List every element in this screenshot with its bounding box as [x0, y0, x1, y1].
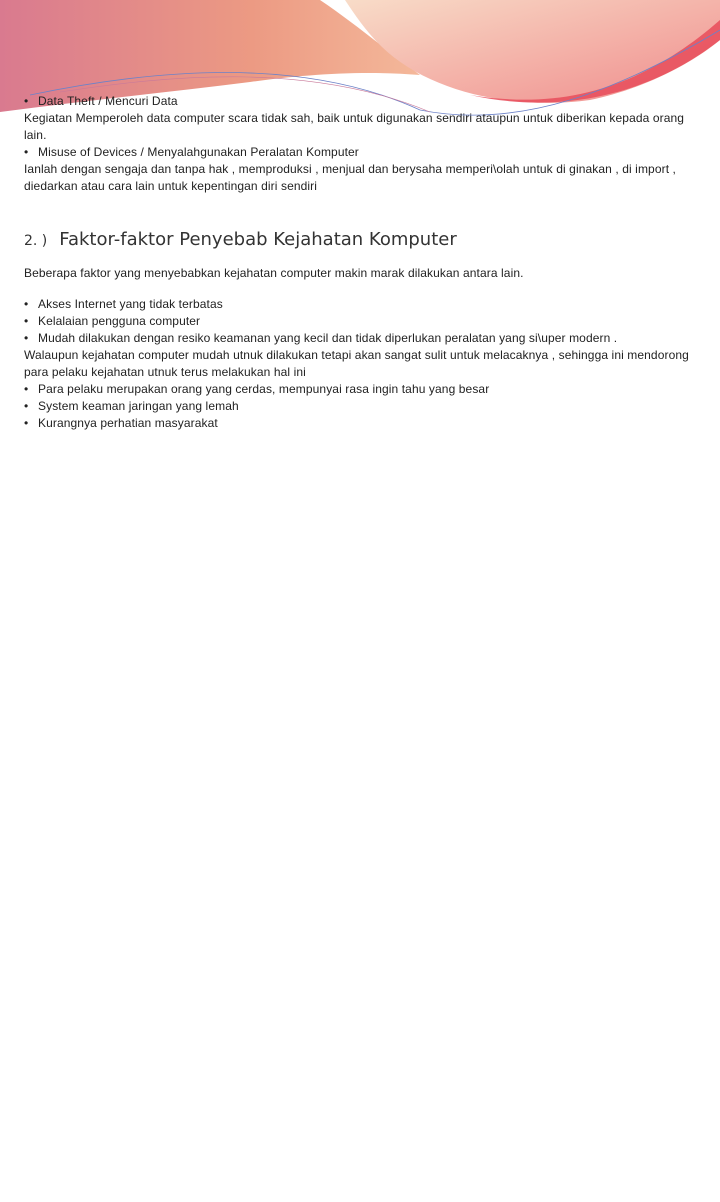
section-number: 2. ) [24, 233, 48, 249]
bullet-icon: • [24, 94, 29, 108]
list-item-text: Para pelaku merupakan orang yang cerdas, mempunyai rasa ingin tahu yang besar [38, 382, 490, 396]
factor-list [24, 296, 696, 432]
bullet-icon: • [24, 399, 29, 413]
document-body [24, 93, 696, 432]
list-item-text: Mudah dilakukan dengan resiko keamanan yang kecil dan tidak diperlukan peralatan yang si\uper modern . [38, 331, 618, 345]
list-item-title: Data Theft / Mencuri Data [38, 94, 178, 108]
bullet-icon: • [24, 145, 29, 159]
list-item-title: Misuse of Devices / Menyalahgunakan Peralatan Komputer [38, 145, 359, 159]
list-item-misuse-of-devices [24, 144, 696, 161]
list-item-text: Kelalaian pengguna computer [38, 314, 201, 328]
bullet-icon: • [24, 331, 29, 345]
list-item [24, 313, 696, 330]
bullet-icon: • [24, 314, 29, 328]
list-item-text: System keaman jaringan yang lemah [38, 399, 239, 413]
list-item-text: Kurangnya perhatian masyarakat [38, 416, 218, 430]
bullet-icon: • [24, 416, 29, 430]
list-item [24, 381, 696, 398]
section-intro: Beberapa faktor yang menyebabkan kejahatan computer makin marak dilakukan antara lain. [24, 266, 524, 280]
list-item [24, 296, 696, 313]
list-item [24, 330, 696, 347]
list-item-data-theft [24, 93, 696, 110]
list-item [24, 415, 696, 432]
list-item-note: Walaupun kejahatan computer mudah utnuk dilakukan tetapi akan sangat sulit untuk melacaknya , sehingga ini mendorong para pelaku kejahatan utnuk terus melakukan hal ini [24, 348, 689, 379]
list-item-description: Kegiatan Memperoleh data computer scara tidak sah, baik untuk digunakan sendiri ataupun untuk diberikan kepada orang lain. [24, 111, 685, 142]
list-item-text: Akses Internet yang tidak terbatas [38, 297, 223, 311]
bullet-icon: • [24, 382, 29, 396]
bullet-icon: • [24, 297, 29, 311]
list-item-description: Ianlah dengan sengaja dan tanpa hak , memproduksi , menjual dan berysaha memperi\olah untuk di ginakan , di import , diedarkan atau cara lain untuk kepentingan diri sendiri [24, 162, 676, 193]
section-title: Faktor-faktor Penyebab Kejahatan Komputer [59, 229, 457, 250]
list-item [24, 398, 696, 415]
section-heading [24, 228, 696, 253]
